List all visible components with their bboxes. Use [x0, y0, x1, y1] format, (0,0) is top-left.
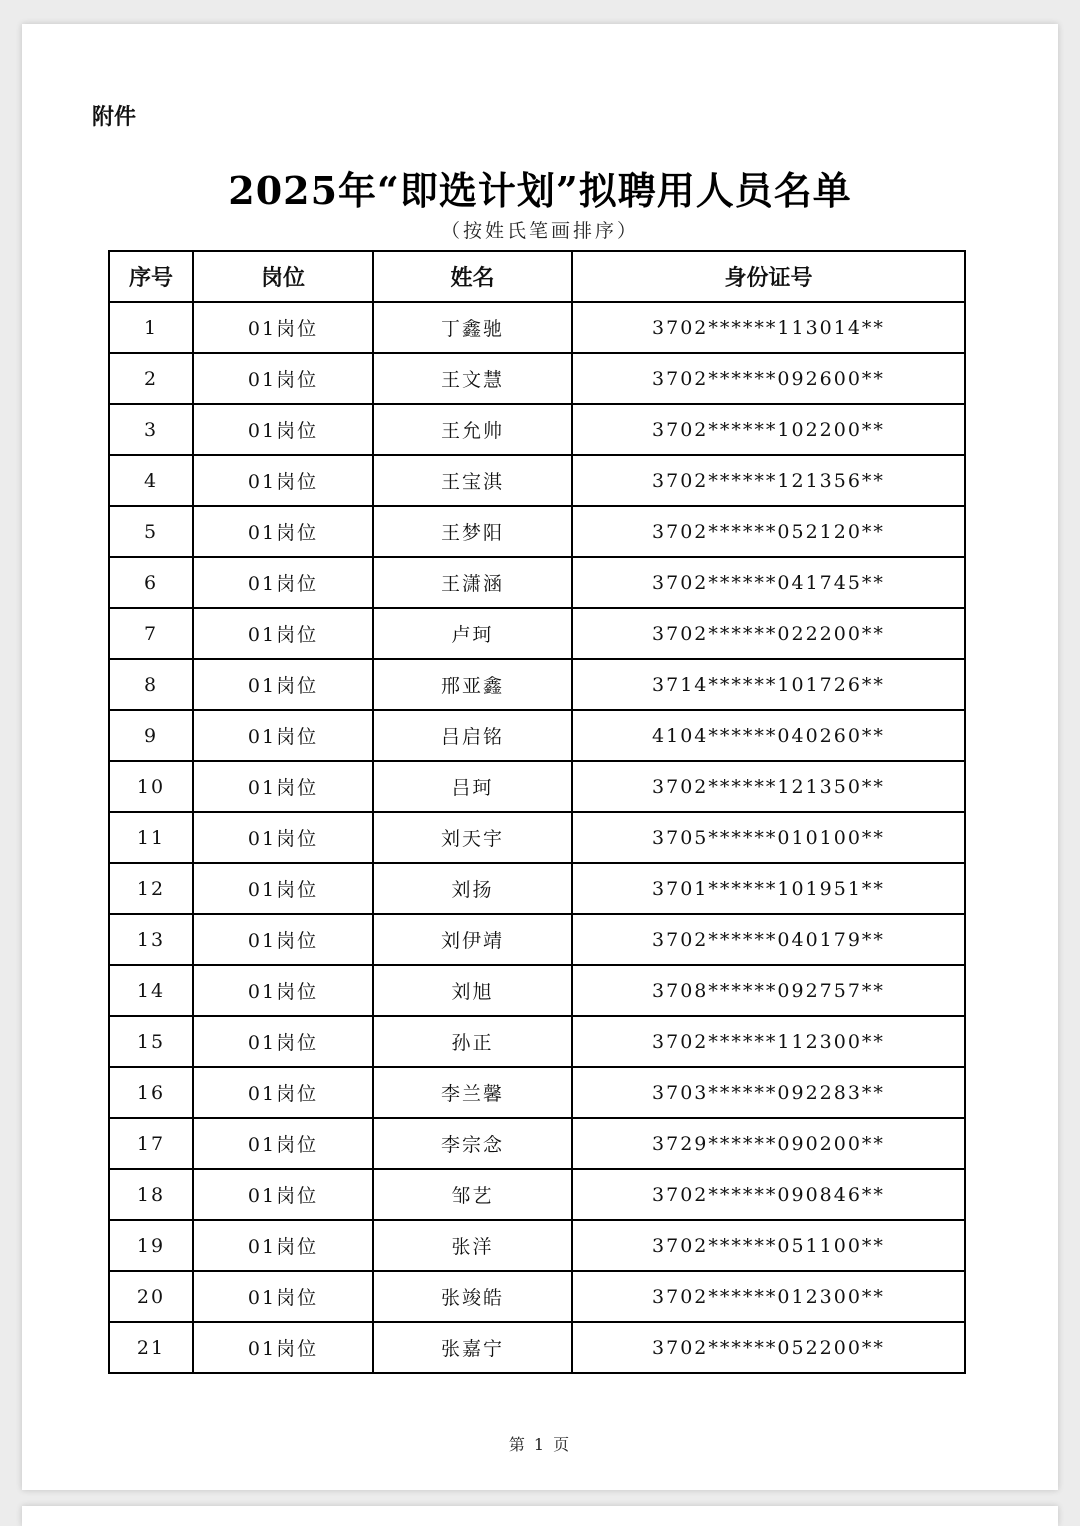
document-title: 2025年“即选计划”拟聘用人员名单 — [228, 168, 852, 213]
table-row — [109, 506, 965, 557]
table-row — [109, 863, 965, 914]
cell-name: 李兰馨 — [373, 1067, 572, 1118]
cell-id-number: 3702******121356** — [572, 455, 965, 506]
table-row — [109, 353, 965, 404]
cell-id-number: 3702******022200** — [572, 608, 965, 659]
cell-index: 5 — [109, 506, 193, 557]
cell-name: 刘伊靖 — [373, 914, 572, 965]
cell-position: 01岗位 — [193, 302, 373, 353]
cell-id-number: 3703******092283** — [572, 1067, 965, 1118]
cell-id-number: 3708******092757** — [572, 965, 965, 1016]
table-row — [109, 404, 965, 455]
cell-id-number: 4104******040260** — [572, 710, 965, 761]
cell-name: 邢亚鑫 — [373, 659, 572, 710]
table-row — [109, 1169, 965, 1220]
cell-id-number: 3702******012300** — [572, 1271, 965, 1322]
cell-index: 20 — [109, 1271, 193, 1322]
cell-position: 01岗位 — [193, 1016, 373, 1067]
cell-name: 张洋 — [373, 1220, 572, 1271]
table-row — [109, 1067, 965, 1118]
cell-position: 01岗位 — [193, 863, 373, 914]
cell-id-number: 3702******092600** — [572, 353, 965, 404]
cell-id-number: 3714******101726** — [572, 659, 965, 710]
table-row — [109, 557, 965, 608]
cell-name: 刘天宇 — [373, 812, 572, 863]
cell-name: 张嘉宁 — [373, 1322, 572, 1373]
cell-position: 01岗位 — [193, 914, 373, 965]
cell-id-number: 3702******040179** — [572, 914, 965, 965]
cell-position: 01岗位 — [193, 1169, 373, 1220]
cell-position: 01岗位 — [193, 659, 373, 710]
cell-index: 7 — [109, 608, 193, 659]
cell-position: 01岗位 — [193, 557, 373, 608]
cell-index: 12 — [109, 863, 193, 914]
cell-index: 21 — [109, 1322, 193, 1373]
cell-name: 刘旭 — [373, 965, 572, 1016]
table-row — [109, 1220, 965, 1271]
cell-id-number: 3702******121350** — [572, 761, 965, 812]
cell-index: 1 — [109, 302, 193, 353]
cell-name: 吕启铭 — [373, 710, 572, 761]
cell-id-number: 3702******102200** — [572, 404, 965, 455]
header-index: 序号 — [109, 251, 193, 302]
cell-position: 01岗位 — [193, 506, 373, 557]
header-id-number: 身份证号 — [572, 251, 965, 302]
cell-id-number: 3702******113014** — [572, 302, 965, 353]
cell-position: 01岗位 — [193, 455, 373, 506]
cell-id-number: 3702******090846** — [572, 1169, 965, 1220]
next-document-page — [22, 1506, 1058, 1526]
cell-position: 01岗位 — [193, 761, 373, 812]
cell-name: 王潇涵 — [373, 557, 572, 608]
header-position: 岗位 — [193, 251, 373, 302]
cell-id-number: 3702******052200** — [572, 1322, 965, 1373]
cell-index: 10 — [109, 761, 193, 812]
cell-position: 01岗位 — [193, 1271, 373, 1322]
table-row — [109, 302, 965, 353]
document-subtitle: （按姓氏笔画排序） — [440, 220, 639, 242]
cell-index: 15 — [109, 1016, 193, 1067]
cell-index: 9 — [109, 710, 193, 761]
cell-id-number: 3701******101951** — [572, 863, 965, 914]
cell-position: 01岗位 — [193, 1322, 373, 1373]
table-row — [109, 965, 965, 1016]
cell-position: 01岗位 — [193, 404, 373, 455]
table-row — [109, 608, 965, 659]
cell-name: 孙正 — [373, 1016, 572, 1067]
cell-id-number: 3702******041745** — [572, 557, 965, 608]
cell-name: 丁鑫驰 — [373, 302, 572, 353]
cell-index: 2 — [109, 353, 193, 404]
cell-position: 01岗位 — [193, 710, 373, 761]
table-row — [109, 659, 965, 710]
page-number: 第 1 页 — [508, 1435, 572, 1454]
cell-index: 3 — [109, 404, 193, 455]
cell-name: 李宗念 — [373, 1118, 572, 1169]
cell-name: 王允帅 — [373, 404, 572, 455]
cell-id-number: 3705******010100** — [572, 812, 965, 863]
cell-index: 19 — [109, 1220, 193, 1271]
table-row — [109, 1271, 965, 1322]
cell-id-number: 3702******051100** — [572, 1220, 965, 1271]
cell-id-number: 3702******052120** — [572, 506, 965, 557]
cell-index: 18 — [109, 1169, 193, 1220]
cell-index: 8 — [109, 659, 193, 710]
cell-name: 王宝淇 — [373, 455, 572, 506]
table-row — [109, 761, 965, 812]
table-header-row — [109, 251, 965, 302]
table-row — [109, 1322, 965, 1373]
cell-position: 01岗位 — [193, 1118, 373, 1169]
table-row — [109, 455, 965, 506]
cell-name: 邹艺 — [373, 1169, 572, 1220]
cell-index: 6 — [109, 557, 193, 608]
table-row — [109, 914, 965, 965]
cell-index: 11 — [109, 812, 193, 863]
cell-name: 张竣皓 — [373, 1271, 572, 1322]
cell-id-number: 3702******112300** — [572, 1016, 965, 1067]
attachment-label: 附件 — [92, 105, 137, 130]
table-row — [109, 1016, 965, 1067]
cell-position: 01岗位 — [193, 965, 373, 1016]
cell-position: 01岗位 — [193, 353, 373, 404]
table-row — [109, 1118, 965, 1169]
header-name: 姓名 — [373, 251, 572, 302]
table-row — [109, 710, 965, 761]
cell-id-number: 3729******090200** — [572, 1118, 965, 1169]
cell-name: 刘扬 — [373, 863, 572, 914]
cell-index: 17 — [109, 1118, 193, 1169]
cell-name: 卢珂 — [373, 608, 572, 659]
table-body — [109, 302, 965, 1373]
cell-position: 01岗位 — [193, 812, 373, 863]
table-row — [109, 812, 965, 863]
cell-position: 01岗位 — [193, 608, 373, 659]
cell-index: 14 — [109, 965, 193, 1016]
cell-name: 王梦阳 — [373, 506, 572, 557]
cell-index: 13 — [109, 914, 193, 965]
cell-index: 16 — [109, 1067, 193, 1118]
cell-position: 01岗位 — [193, 1220, 373, 1271]
cell-name: 王文慧 — [373, 353, 572, 404]
cell-position: 01岗位 — [193, 1067, 373, 1118]
personnel-table — [108, 250, 966, 1374]
cell-name: 吕珂 — [373, 761, 572, 812]
cell-index: 4 — [109, 455, 193, 506]
